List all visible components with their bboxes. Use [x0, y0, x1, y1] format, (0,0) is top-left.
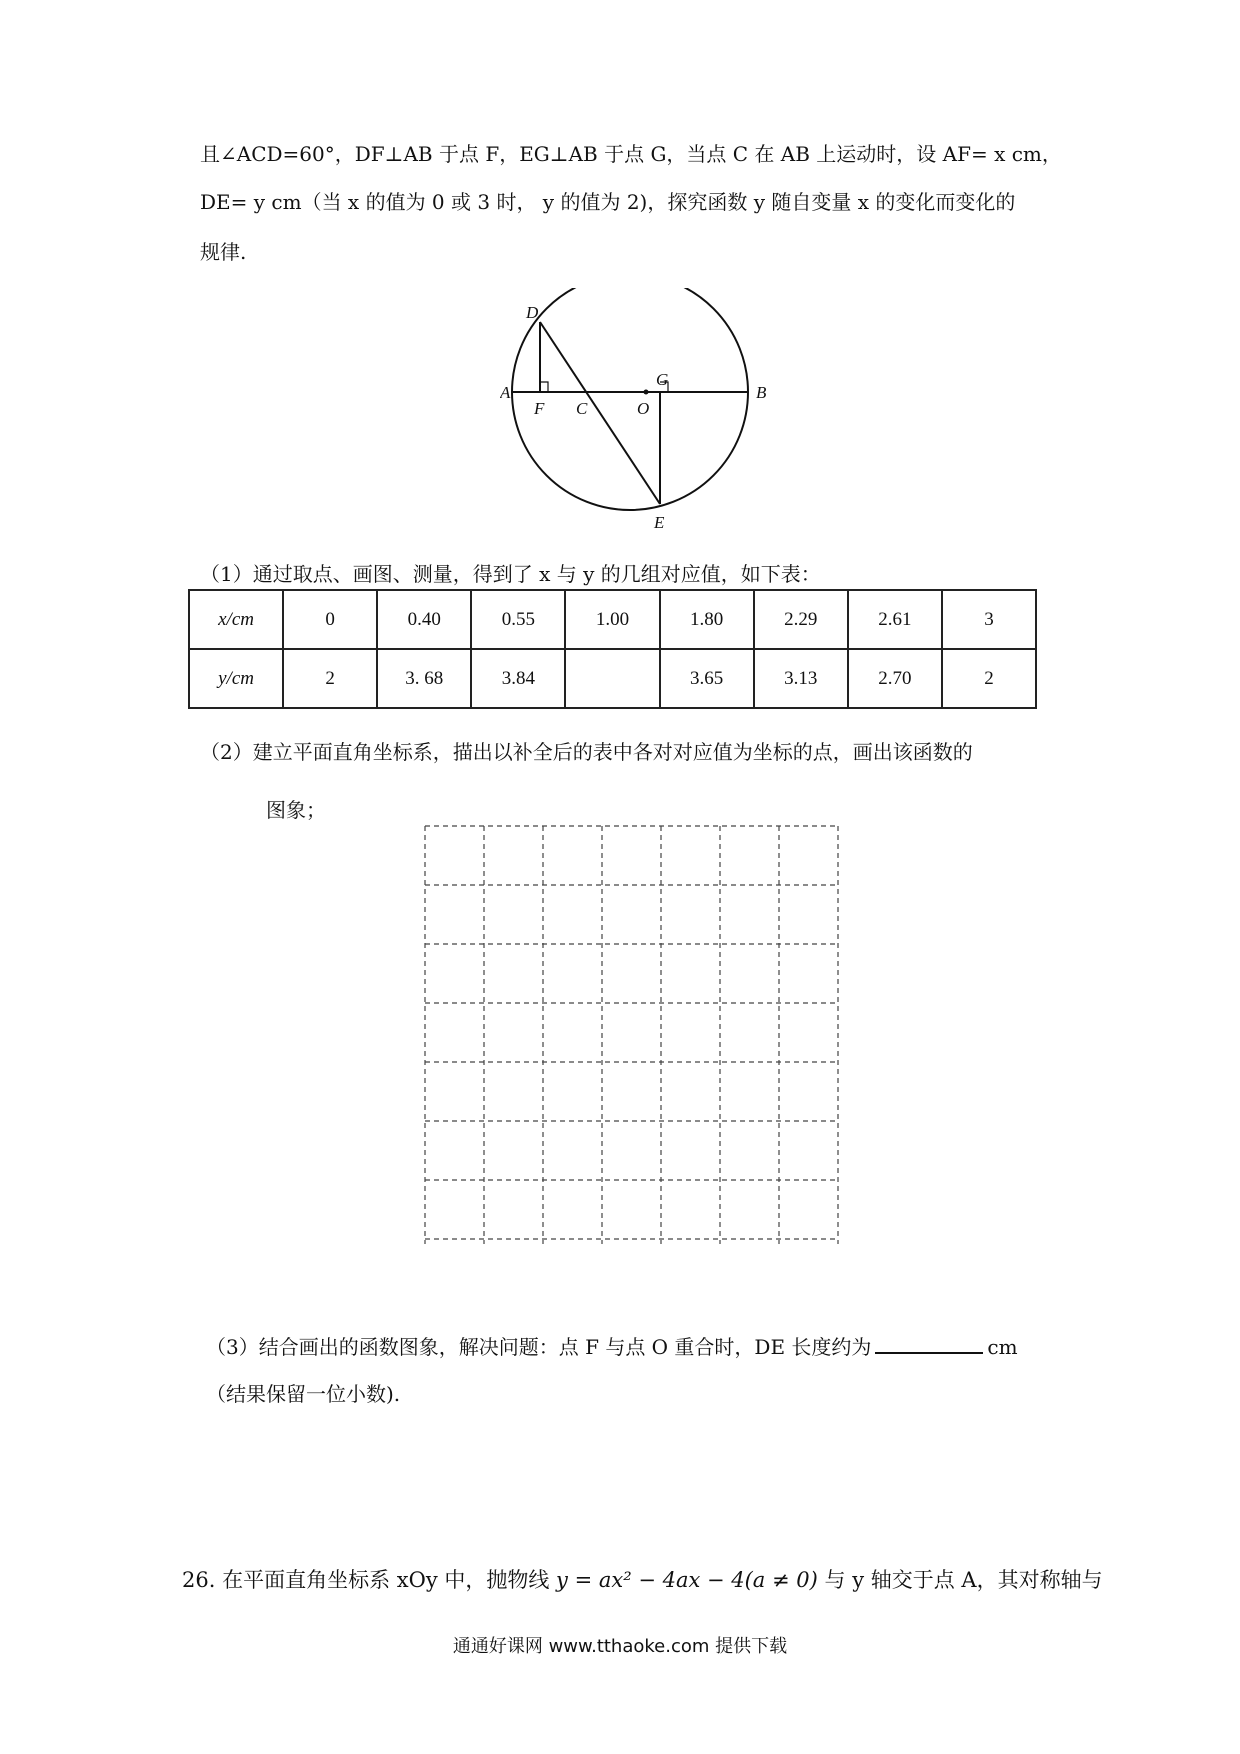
y-cell: 2 — [283, 649, 377, 708]
table-row-y — [189, 649, 1036, 708]
intro-line-1: 且∠ACD=60°，DF⊥AB 于点 F，EG⊥AB 于点 G，当点 C 在 AB 上运动时，设 AF= x cm， — [200, 142, 1062, 166]
y-cell: 2 — [942, 649, 1036, 708]
parabola-formula: y = ax² − 4ax − 4(a ≠ 0) — [556, 1568, 818, 1592]
center-point-o — [644, 390, 649, 395]
part3-line-1 — [206, 1330, 1018, 1361]
circle — [512, 288, 748, 510]
y-cell: 3.84 — [471, 649, 565, 708]
y-cell — [565, 649, 659, 708]
y-cell: 3.65 — [660, 649, 754, 708]
part3-question: （3）结合画出的函数图象，解决问题：点 F 与点 O 重合时，DE 长度约为 — [206, 1335, 872, 1359]
table-row-x — [189, 590, 1036, 649]
question-26 — [182, 1566, 1103, 1594]
label-f: F — [534, 399, 545, 418]
xy-table — [188, 589, 1037, 709]
answer-blank — [875, 1330, 983, 1354]
x-cell: 2.29 — [754, 590, 848, 649]
label-d: D — [526, 303, 539, 322]
circle-figure — [500, 288, 800, 534]
question-number: 26. — [182, 1568, 216, 1592]
y-cell: 3. 68 — [377, 649, 471, 708]
label-e: E — [654, 513, 665, 532]
x-cell: 0.40 — [377, 590, 471, 649]
label-b: B — [756, 383, 767, 402]
right-angle-f — [540, 382, 548, 392]
part1-text: （1）通过取点、画图、测量，得到了 x 与 y 的几组对应值，如下表： — [200, 562, 821, 586]
x-cell: 1.80 — [660, 590, 754, 649]
part2-line-2: 图象； — [266, 798, 326, 822]
y-cell: 3.13 — [754, 649, 848, 708]
question-text-b: 与 y 轴交于点 A，其对称轴与 — [817, 1568, 1103, 1592]
label-c: C — [576, 399, 588, 418]
x-cell: 0.55 — [471, 590, 565, 649]
y-cell: 2.70 — [848, 649, 942, 708]
part2-line-1: （2）建立平面直角坐标系，描出以补全后的表中各对对应值为坐标的点，画出该函数的 — [200, 740, 973, 764]
x-header: x/cm — [189, 590, 283, 649]
label-g: G — [656, 370, 669, 389]
x-cell: 3 — [942, 590, 1036, 649]
question-text-a: 在平面直角坐标系 xOy 中，抛物线 — [222, 1568, 557, 1592]
dashed-grid — [424, 825, 844, 1245]
intro-line-2: DE= y cm（当 x 的值为 0 或 3 时， y 的值为 2)，探究函数 y 随自变量 x 的变化而变化的 — [200, 190, 1016, 214]
unit-cm: cm — [987, 1335, 1018, 1359]
label-o: O — [637, 399, 650, 418]
intro-line-3: 规律. — [200, 240, 247, 264]
y-header: y/cm — [189, 649, 283, 708]
footer-text: 通通好课网 www.tthaoke.com 提供下载 — [452, 1636, 788, 1657]
x-cell: 2.61 — [848, 590, 942, 649]
x-cell: 1.00 — [565, 590, 659, 649]
part3-line-2: （结果保留一位小数). — [206, 1382, 401, 1406]
label-a: A — [500, 383, 511, 402]
x-cell: 0 — [283, 590, 377, 649]
